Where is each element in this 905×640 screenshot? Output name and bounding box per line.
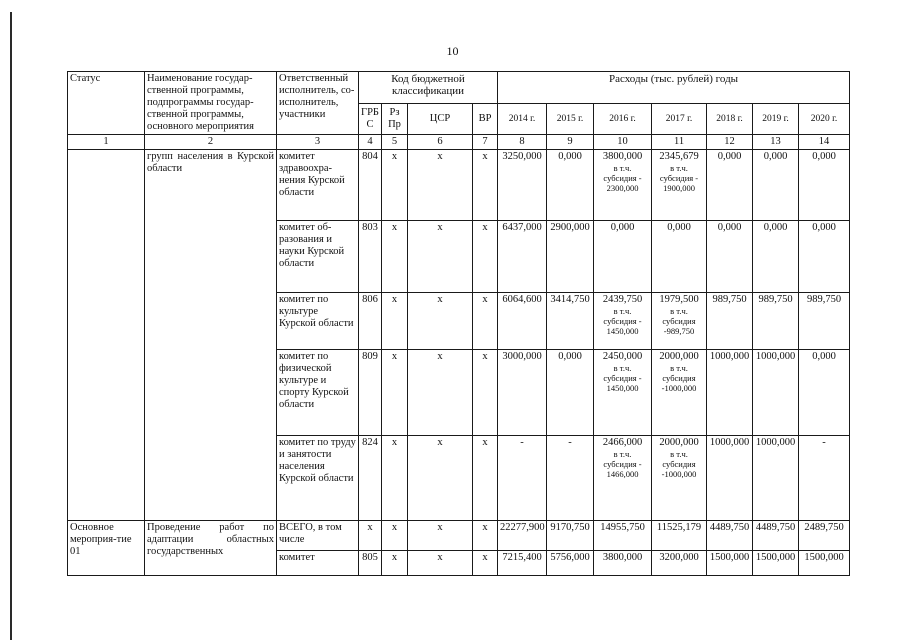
value-2017: 0,000	[667, 222, 691, 233]
vr-code: x	[473, 521, 498, 551]
col-number: 9	[547, 135, 594, 150]
value-2015: -	[547, 436, 594, 521]
col-number: 10	[594, 135, 652, 150]
value-2016: 2450,000	[602, 351, 643, 362]
rzpr-code: x	[382, 436, 408, 521]
value-2016-subsidy: в т.ч. субсидия - 2300,000	[603, 163, 642, 193]
value-2017-subsidy: в т.ч. субсидия - 1900,000	[659, 163, 699, 193]
header-year: 2015 г.	[547, 104, 594, 135]
header-year: 2020 г.	[799, 104, 850, 135]
value-2014: 6064,600	[498, 293, 547, 350]
value-2015: 0,000	[547, 150, 594, 221]
value-2016-cell	[594, 221, 652, 293]
csr-code: x	[408, 293, 473, 350]
csr-code: x	[408, 551, 473, 576]
value-2016-subsidy: в т.ч. субсидия - 1450,000	[603, 363, 642, 393]
program-name: групп населения в Курской области	[145, 150, 277, 521]
value-2017: 3200,000	[652, 551, 707, 576]
value-2014: 3000,000	[498, 350, 547, 436]
value-2019: 1000,000	[753, 350, 799, 436]
budget-table	[67, 71, 850, 576]
vr-code: x	[473, 150, 498, 221]
vr-code: x	[473, 350, 498, 436]
value-2015: 2900,000	[547, 221, 594, 293]
executor-name: комитет по труду и занятости населения Курской области	[277, 436, 359, 521]
value-2015: 5756,000	[547, 551, 594, 576]
grbs-code: 809	[359, 350, 382, 436]
value-2020: 989,750	[799, 293, 850, 350]
value-2016-subsidy: в т.ч. субсидия - 1450,000	[603, 306, 642, 336]
header-year: 2014 г.	[498, 104, 547, 135]
left-margin-line	[10, 12, 12, 640]
value-2016: 0,000	[610, 222, 635, 233]
col-number: 8	[498, 135, 547, 150]
value-2014: 6437,000	[498, 221, 547, 293]
header-executor: Ответственный исполнитель, со-исполнитель, участники	[277, 72, 359, 135]
col-number: 5	[382, 135, 408, 150]
grbs-code: 803	[359, 221, 382, 293]
program-name: Проведение работ по адаптации областных государственных	[145, 521, 277, 576]
value-2020: 2489,750	[799, 521, 850, 551]
header-status: Статус	[68, 72, 145, 135]
value-2018: 1000,000	[707, 436, 753, 521]
value-2020: 0,000	[799, 221, 850, 293]
value-2016: 14955,750	[594, 521, 652, 551]
col-number: 12	[707, 135, 753, 150]
value-2016-cell	[594, 150, 652, 221]
value-2019: 0,000	[753, 221, 799, 293]
value-2020: -	[799, 436, 850, 521]
vr-code: x	[473, 293, 498, 350]
value-2017-cell	[652, 150, 707, 221]
status-cell-empty	[68, 150, 145, 521]
header-csr: ЦСР	[408, 104, 473, 135]
col-number: 4	[359, 135, 382, 150]
csr-code: x	[408, 150, 473, 221]
grbs-code: 806	[359, 293, 382, 350]
col-number: 7	[473, 135, 498, 150]
col-number: 1	[68, 135, 145, 150]
value-2016: 3800,000	[594, 551, 652, 576]
value-2017: 11525,179	[652, 521, 707, 551]
value-2015: 0,000	[547, 350, 594, 436]
value-2018: 4489,750	[707, 521, 753, 551]
header-year: 2017 г.	[652, 104, 707, 135]
grbs-code: 824	[359, 436, 382, 521]
value-2020: 1500,000	[799, 551, 850, 576]
executor-name: комитет по культуре Курской области	[277, 293, 359, 350]
value-2018: 1000,000	[707, 350, 753, 436]
value-2019: 1500,000	[753, 551, 799, 576]
value-2017-subsidy: в т.ч. субсидия -989,750	[662, 306, 696, 336]
value-2016-subsidy: в т.ч. субсидия - 1466,000	[603, 449, 642, 479]
header-year: 2019 г.	[753, 104, 799, 135]
header-code-group: Код бюджетной классификации	[359, 72, 498, 104]
header-grbs: ГРБ С	[359, 104, 382, 135]
value-2020: 0,000	[799, 350, 850, 436]
executor-name: комитет здравоохра-нения Курской области	[277, 150, 359, 221]
value-2020: 0,000	[799, 150, 850, 221]
csr-code: x	[408, 350, 473, 436]
rzpr-code: x	[382, 551, 408, 576]
executor-name: ВСЕГО, в том числе	[277, 521, 359, 551]
value-2018: 989,750	[707, 293, 753, 350]
rzpr-code: x	[382, 221, 408, 293]
value-2016: 3800,000	[602, 151, 643, 162]
value-2017: 2000,000	[659, 351, 699, 362]
grbs-code: x	[359, 521, 382, 551]
header-year: 2018 г.	[707, 104, 753, 135]
value-2015: 3414,750	[547, 293, 594, 350]
rzpr-code: x	[382, 521, 408, 551]
value-2019: 0,000	[753, 150, 799, 221]
executor-name: комитет	[277, 551, 359, 576]
col-number: 13	[753, 135, 799, 150]
grbs-code: 804	[359, 150, 382, 221]
value-2017: 2000,000	[659, 437, 699, 448]
value-2014: 22277,900	[498, 521, 547, 551]
value-2014: 3250,000	[498, 150, 547, 221]
value-2015: 9170,750	[547, 521, 594, 551]
col-number: 3	[277, 135, 359, 150]
col-number: 14	[799, 135, 850, 150]
value-2019: 1000,000	[753, 436, 799, 521]
vr-code: x	[473, 436, 498, 521]
value-2018: 0,000	[707, 150, 753, 221]
value-2016: 2439,750	[602, 294, 643, 305]
value-2014: -	[498, 436, 547, 521]
value-2016-cell	[594, 293, 652, 350]
header-name: Наименование государ-ственной программы, подпрограммы государ-ственной программы, основного мероприятия	[145, 72, 277, 135]
status-cell: Основное мероприя-тие 01	[68, 521, 145, 576]
value-2017-cell	[652, 293, 707, 350]
value-2017-subsidy: в т.ч. субсидия -1000,000	[661, 449, 697, 479]
value-2016-cell	[594, 436, 652, 521]
grbs-code: 805	[359, 551, 382, 576]
vr-code: x	[473, 551, 498, 576]
value-2017: 1979,500	[659, 294, 699, 305]
page-number: 10	[446, 44, 459, 58]
rzpr-code: x	[382, 293, 408, 350]
col-number: 2	[145, 135, 277, 150]
value-2016-cell	[594, 350, 652, 436]
csr-code: x	[408, 221, 473, 293]
header-expenses-group: Расходы (тыс. рублей) годы	[498, 72, 850, 104]
value-2018: 0,000	[707, 221, 753, 293]
col-number: 11	[652, 135, 707, 150]
value-2017-cell	[652, 436, 707, 521]
header-year: 2016 г.	[594, 104, 652, 135]
rzpr-code: x	[382, 350, 408, 436]
csr-code: x	[408, 436, 473, 521]
value-2019: 4489,750	[753, 521, 799, 551]
rzpr-code: x	[382, 150, 408, 221]
value-2016: 2466,000	[602, 437, 643, 448]
header-vr: ВР	[473, 104, 498, 135]
header-rzpr: Рз Пр	[382, 104, 408, 135]
col-number: 6	[408, 135, 473, 150]
value-2017-subsidy: в т.ч. субсидия -1000,000	[661, 363, 697, 393]
value-2017-cell	[652, 350, 707, 436]
value-2017: 2345,679	[659, 151, 699, 162]
value-2019: 989,750	[753, 293, 799, 350]
value-2014: 7215,400	[498, 551, 547, 576]
executor-name: комитет по физической культуре и спорту Курской области	[277, 350, 359, 436]
value-2018: 1500,000	[707, 551, 753, 576]
executor-name: комитет об-разования и науки Курской области	[277, 221, 359, 293]
value-2017-cell	[652, 221, 707, 293]
csr-code: x	[408, 521, 473, 551]
vr-code: x	[473, 221, 498, 293]
